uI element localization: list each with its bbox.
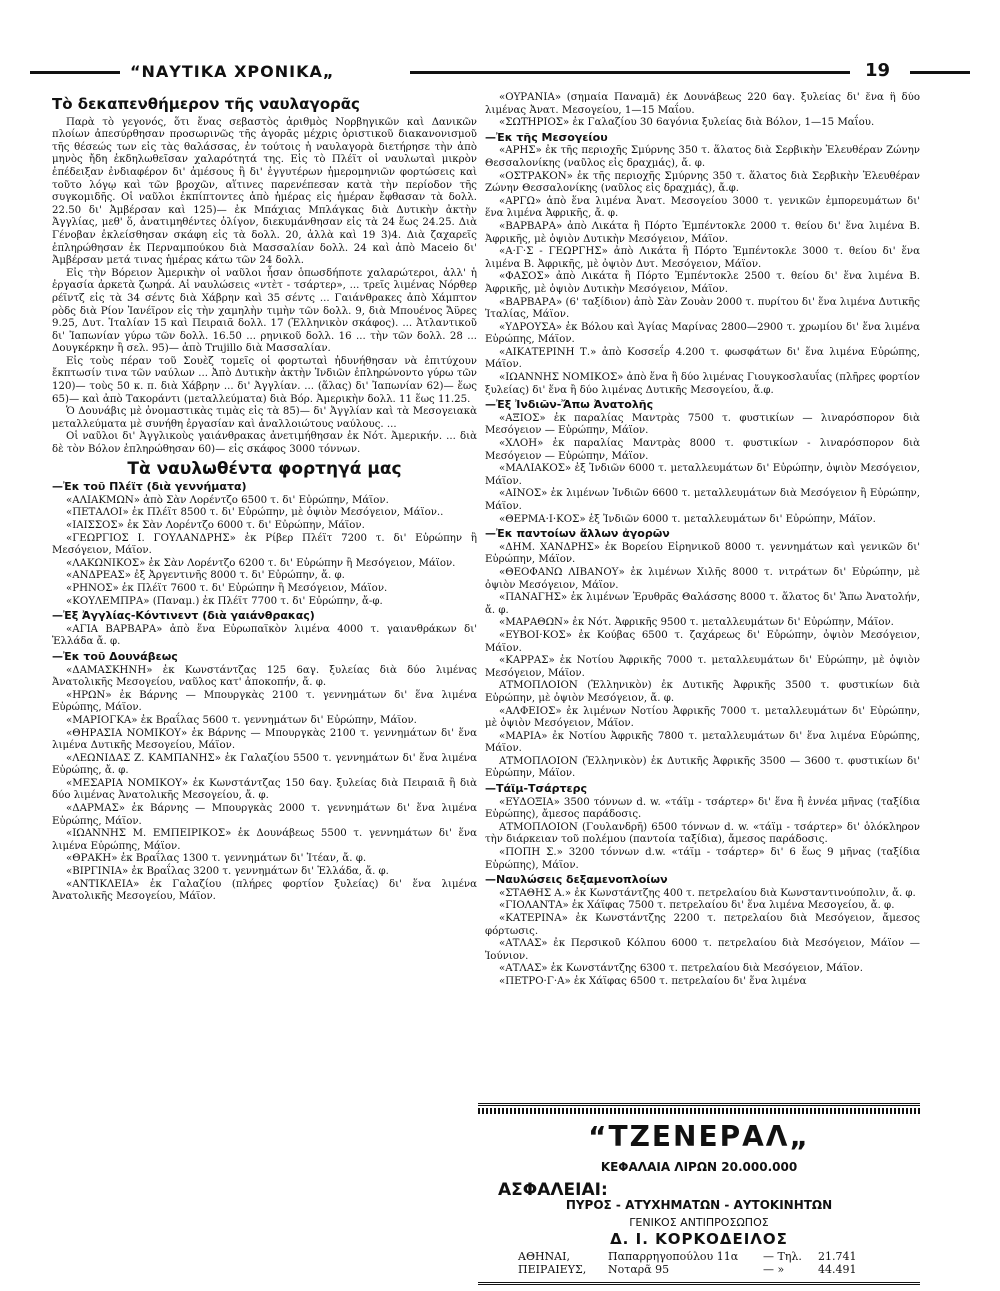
ad-city: ΠΕΙΡΑΙΕΥΣ,: [518, 1263, 587, 1276]
market-paragraph: Εἰς τὴν Βόρειον Ἀμερικὴν οἱ ναῦλοι ἦσαν ὁπωσδήποτε χαλαρώτεροι, ἀλλ' ἡ ἐργασία ἀρκετὰ ζωηρά. Αἱ ναυλώσεις «ντὲτ - τσάρτερ», ... τρεῖς λιμένας Νόρθερ ρέϊντζ εἰς τὰ 34 σέντς διὰ Χάβρην καὶ 35 σέντς ... Γαιάνθρακες ἀπὸ Χάμπτον ρὸδς διὰ Ρίον Ἰανέϊρον εἰς τὴν χαμηλὴν τιμὴν τῶν δολλ. 9, διὰ Μπουένος Ἄϋρες 9.25, Δυτ. Ἰταλίαν 15 καὶ Πειραιᾶ δολλ. 17 (Ἑλληνικὸν σκάφος). ... Ἀτλαντικοῦ δι' Ἰαπωνίαν γύρω τῶν δολλ. 16.50 ... ρηνικοῦ δολλ. 16 ... τὴν τῶν δολλ. 28 ... Δουγκέρκην ἢ σελ. 95)— ἀπὸ Trujillo διὰ Μασσαλίαν.: [52, 267, 477, 355]
charter-entry: «ΑΙΝΟΣ» ἐκ λιμένων Ἰνδιῶν 6600 τ. μεταλλευμάτων διὰ Μεσόγειον ἢ Εὐρώπην, Μάϊον.: [485, 488, 920, 512]
charter-entry: «ΡΗΝΟΣ» ἐκ Πλέϊτ 7600 τ. δι' Εὐρώπην ἢ Μεσόγειον, Μάϊον.: [66, 582, 388, 594]
charter-entry: «ΜΑΛΙΑΚΟΣ» ἐξ Ἰνδιῶν 6000 τ. μεταλλευμάτων δι' Εὐρώπην, ὀψιὸν Μεσόγειον, Μάϊον.: [485, 463, 920, 487]
charter-entry: «ΚΟΥΛΕΜΠΡΑ» (Παναμ.) ἐκ Πλέϊτ 7700 τ. δι' Εὐρώπην, ἄ-φ.: [66, 595, 383, 607]
charter-entry: «ΜΑΡΙΑ» ἐκ Νοτίου Ἀφρικῆς 7800 τ. μεταλλευμάτων δι' ἕνα λιμένα Εὐρώπης, Μάϊον.: [485, 730, 920, 755]
header-rule-end: [910, 71, 970, 74]
ad-capital: ΚΕΦΑΛΑΙΑ ΛΙΡΩΝ 20.000.000: [600, 1160, 798, 1174]
charter-entry: «ΔΑΡΜΑΣ» ἐκ Βάρνης — Μπουργκὰς 2000 τ. γεννημάτων δι' ἕνα λιμένα Εὐρώπης, Μάϊον.: [52, 803, 477, 827]
charter-entry: «Α·Γ·Σ - ΓΕΩΡΓΗΣ» ἀπὸ Λικάτα ἢ Πόρτο Ἐμπέντοκλε 3000 τ. θείου δι' ἕνα λιμένα Β. Ἀφρικῆς, μὲ ὀψιὸν Δυτ. Μεσόγειον, Μάϊον.: [485, 246, 920, 270]
left-column: [52, 92, 477, 1282]
charter-entry: «ΑΝΔΡΕΑΣ» ἐξ Ἀργεντινῆς 8000 τ. δι' Εὐρώπην, ἄ. φ.: [66, 570, 345, 582]
market-paragraph: Εἰς τοὺς πέραν τοῦ Σουὲζ τομεῖς οἱ φορτωταὶ ἠδυνήθησαν νὰ ἐπιτύχουν ἔκπτωσίν τινα τῶν ναύλων ... Ἀπὸ Δυτικὴν ἀκτὴν Ἰνδιῶν ἐπληρώνοντο γύρω τῶν 120)— τοὺς 50 κ. π. διὰ Χάβρην ... δι' Ἀγγλίαν. ... (ἅλας) δι' Ἰαπωνίαν 62)— ἕως 65)— καὶ ἀπὸ Τακοράντι (μεταλλεύματα) διὰ Βόρ. Ἀμερικὴν δολλ. 11 ἕως 11.25.: [52, 355, 477, 405]
charter-entry: «ΚΑΡΡΑΣ» ἐκ Νοτίου Ἀφρικῆς 7000 τ. μεταλλευμάτων δι' Εὐρώπην, μὲ ὀψιὸν Μεσόγειον, Μάϊον.: [485, 655, 920, 679]
charter-entry: «ΙΑΙΣΣΟΣ» ἐκ Σὰν Λορέντζο 6000 τ. δι' Εὐρώπην, Μάϊον.: [66, 520, 365, 531]
group-heading: —Ἐκ τῆς Μεσογείου: [485, 130, 608, 144]
charter-entry: «ΣΤΑΘΗΣ Α.» ἐκ Κωνστάντζης 400 τ. πετρελαίου διὰ Κωνσταντινούπολιν, ἄ. φ.: [499, 887, 916, 899]
charter-entry: «ΔΑΜΑΣΚΗΝΗ» ἐκ Κωνστάντζας 125 6αγ. ξυλείας διὰ δύο λιμένας Ἀνατολικῆς Μεσογείου, ναῦλος κατ' ἀποκοπήν, ἄ. φ.: [52, 664, 477, 689]
ad-agent-label: ΓΕΝΙΚΟΣ ΑΝΤΙΠΡΟΣΩΠΟΣ: [629, 1216, 769, 1229]
group-heading: —Ἐκ τοῦ Πλέϊτ (διὰ γεννήματα): [52, 480, 247, 494]
charter-entry: «ΑΤΛΑΣ» ἐκ Κωνστάντζης 6300 τ. πετρελαίου διὰ Μεσόγειον, Μάϊον.: [499, 963, 863, 975]
charter-entry: «ΠΕΤΡΟ·Γ·Α» ἐκ Χάϊφας 6500 τ. πετρελαίου δι' ἕνα λιμένα: [499, 975, 807, 987]
header-rule-right: [410, 71, 850, 74]
charter-entry: «ΠΕΤΑΛΟΙ» ἐκ Πλέϊτ 8500 τ. δι' Εὐρώπην, μὲ ὀψιὸν Μεσόγειον, Μάϊον..: [66, 507, 444, 519]
market-paragraph: Οἱ ναῦλοι δι' Ἀγγλικοὺς γαιάνθρακας ἀνετιμήθησαν ἐκ Νότ. Ἀμερικήν. ... διὰ δὲ τὸν Βόλον ἐπληρώθησαν 60)— εἰς σκάφος 3000 τόννων.: [52, 431, 477, 456]
charter-entry: «ΕΥΒΟΙ·ΚΟΣ» ἐκ Κούβας 6500 τ. ζαχάρεως δι' Εὐρώπην, ὀψιὸν Μεσόγειον, Μάϊον.: [485, 629, 920, 654]
ad-city: ΑΘΗΝΑΙ,: [518, 1250, 570, 1263]
charter-entry: «ΗΡΩΝ» ἐκ Βάρνης — Μπουργκὰς 2100 τ. γεννημάτων δι' ἕνα λιμένα Εὐρώπης, Μάϊον.: [52, 689, 477, 714]
group-heading: —Ἐκ τοῦ Δουνάβεως: [52, 649, 178, 663]
group-heading: —Ἐκ παντοίων ἄλλων ἀγορῶν: [485, 527, 670, 541]
ad-insurance-kinds: ΠΥΡΟΣ - ΑΤΥΧΗΜΑΤΩΝ - ΑΥΤΟΚΙΝΗΤΩΝ: [565, 1198, 833, 1212]
ad-address: Παπαρρηγοπούλου 11α: [608, 1250, 739, 1263]
charter-entry: «ΓΙΟΛΑΝΤΑ» ἐκ Χάϊφας 7500 τ. πετρελαίου δι' ἕνα λιμένα Μεσογείου, ἄ. φ.: [499, 900, 895, 912]
charter-entry: «ΧΛΟΗ» ἐκ παραλίας Μαντρὰς 8000 τ. φυστικίων - λιναρόσπορον διὰ Μεσόγειον — Εὐρώπην, Μάϊον.: [485, 438, 920, 462]
charter-entry: «ΥΔΡΟΥΣΑ» ἐκ Βόλου καὶ Ἁγίας Μαρίνας 2800—2900 τ. χρωμίου δι' ἕνα λιμένα Εὐρώπης, Μάϊον.: [485, 321, 920, 346]
page-number: 19: [865, 60, 891, 81]
freight-market-heading: Τὸ δεκαπενθήμερον τῆς ναυλαγορᾶς: [52, 95, 360, 113]
group-heading: —Τάϊμ-Τσάρτερς: [485, 782, 588, 796]
insurance-advertisement: [478, 1103, 920, 1285]
ad-stripe-top: [478, 1108, 920, 1114]
charter-entry: «ΟΥΡΑΝΙΑ» (σημαία Παναμᾶ) ἐκ Δουνάβεως 220 6αγ. ξυλείας δι' ἕνα ἢ δύο λιμένας Ἀνατ. Μεσογείου, 1—15 Μαΐου.: [485, 92, 920, 116]
charter-entry: «ΠΑΝΑΓΗΣ» ἐκ λιμένων Ἐρυθρᾶς Θαλάσσης 8000 τ. ἅλατος δι' Ἄπω Ἀνατολήν, ἄ. φ.: [485, 592, 920, 616]
group-heading: —Ἐξ Ἀγγλίας-Κόντινεντ (διὰ γαιάνθρακας): [52, 609, 315, 623]
charter-entry: «ΘΕΟΦΑΝΩ ΛΙΒΑΝΟΥ» ἐκ λιμένων Χιλῆς 8000 τ. νιτράτων δι' Εὐρώπην, μὲ ὀψιὸν Μεσόγειον, Μάϊον.: [485, 566, 920, 591]
charter-entry: «ΜΑΡΙΟΓΚΑ» ἐκ Βραΐλας 5600 τ. γεννημάτων δι' Εὐρώπην, Μάϊον.: [66, 714, 417, 726]
page-header: [30, 62, 970, 84]
ad-tel-label: — »: [763, 1263, 785, 1276]
header-rule-left: [30, 71, 120, 74]
charter-entry: «ΑΤΛΑΣ» ἐκ Περσικοῦ Κόλπου 6000 τ. πετρελαίου διὰ Μεσόγειον, Μάϊον — Ἰούνιον.: [485, 938, 920, 962]
ad-agent-name: Δ. Ι. ΚΟΡΚΟΔΕΙΛΟΣ: [610, 1230, 788, 1248]
ad-insurance-label: ΑΣΦΑΛΕΙΑΙ:: [498, 1180, 608, 1200]
charter-entry: «ΜΕΣΑΡΙΑ ΝΟΜΙΚΟΥ» ἐκ Κωνστάντζας 150 6αγ. ξυλείας διὰ Πειραιᾶ ἢ διὰ δύο λιμένας Ἀνατολικῆς Μεσογείου, ἄ. φ.: [52, 777, 477, 802]
market-paragraph: Ὁ Δουνάβις μὲ ὀνομαστικὰς τιμὰς εἰς τὰ 85)— δι' Ἀγγλίαν καὶ τὰ Μεσογειακὰ μεταλλεύματα μὲ συνήθη ἐργασίαν καὶ ἀναλλοιώτους ναύλους. ...: [52, 406, 477, 430]
ad-tel-label: — Τηλ.: [763, 1250, 802, 1263]
charter-entry: «ΓΕΩΡΓΙΟΣ Ι. ΓΟΥΛΑΝΔΡΗΣ» ἐκ Ρίβερ Πλέϊτ 7200 τ. δι' Εὐρώπην ἢ Μεσόγειον, Μάϊον.: [52, 532, 477, 557]
charter-entry: «ΕΥΔΟΞΙΑ» 3500 τόννων d. w. «τάϊμ - τσάρτερ» δι' ἕνα ἢ ἐννέα μῆνας (ταξίδια Εὐρώπης), ἄμεσος παράδοσις.: [485, 796, 920, 821]
charter-entry: ΑΤΜΟΠΛΟΙΟΝ (Ἑλληνικὸν) ἐκ Δυτικῆς Ἀφρικῆς 3500 τ. φυστικίων διὰ Εὐρώπην, μὲ ὀψιὸν Μεσόγειον, ἄ. φ.: [485, 680, 920, 704]
charter-entry: «ΑΞΙΟΣ» ἐκ παραλίας Μαντρὰς 7500 τ. φυστικίων — λιναρόσπορον διὰ Μεσόγειον — Εὐρώπην, Μάϊον.: [485, 412, 920, 437]
charter-entry: «ΒΑΡΒΑΡΑ» (6' ταξίδιον) ἀπὸ Σὰν Ζουὰν 2000 τ. πυρίτου δι' ἕνα λιμένα Δυτικῆς Ἰταλίας, Μάϊον.: [485, 296, 920, 321]
magazine-title: “ΝΑΥΤΙΚΑ ΧΡΟΝΙΚΑ„: [130, 62, 335, 81]
chartered-ships-heading: Τὰ ναυλωθέντα φορτηγά μας: [127, 458, 402, 479]
charter-entry: «ΘΗΡΑΣΙΑ ΝΟΜΙΚΟΥ» ἐκ Βάρνης — Μπουργκὰς 2100 τ. γεννημάτων δι' ἕνα λιμένα Δυτικῆς Μεσογείου, Μάϊον.: [52, 727, 477, 752]
charter-entry: «ΑΓΙΑ ΒΑΡΒΑΡΑ» ἀπὸ ἕνα Εὐρωπαϊκὸν λιμένα 4000 τ. γαιανθράκων δι' Ἑλλάδα ἄ. φ.: [52, 623, 477, 648]
right-column: [485, 92, 920, 1097]
ad-address: Νοταρᾶ 95: [608, 1263, 670, 1276]
charter-entry: «ΟΣΤΡΑΚΟΝ» ἐκ τῆς περιοχῆς Σμύρνης 350 τ. ἅλατος διὰ Σερβικὴν Ἐλευθέραν Ζώνην Θεσσαλονίκης (ναῦλος εἰς δραχμάς), ἄ.φ.: [485, 170, 920, 195]
charter-entry: «ΑΙΚΑΤΕΡΙΝΗ Τ.» ἀπὸ Κοσσεΐρ 4.200 τ. φωσφάτων δι' ἕνα λιμένα Εὐρώπης, Μάϊον.: [485, 346, 920, 371]
charter-entry: «ΚΑΤΕΡΙΝΑ» ἐκ Κωνστάντζης 2200 τ. πετρελαίου διὰ Μεσόγειον, ἄμεσος φόρτωσις.: [485, 913, 920, 937]
group-heading: —Ναυλώσεις δεξαμενοπλοίων: [485, 873, 668, 887]
charter-entry: «ΑΡΗΣ» ἐκ τῆς περιοχῆς Σμύρνης 350 τ. ἅλατος διὰ Σερβικὴν Ἐλευθέραν Ζώνην Θεσσαλονίκης (ναῦλος εἰς δραχμάς), ἄ. φ.: [485, 145, 920, 169]
charter-entry: «ΑΛΦΕΙΟΣ» ἐκ λιμένων Νοτίου Ἀφρικῆς 7000 τ. μεταλλευμάτων δι' Εὐρώπην, μὲ ὀψιὸν Μεσόγειον, Μάϊον.: [485, 705, 920, 730]
charter-entry: «ΘΕΡΜΑ·Ι·ΚΟΣ» ἐξ Ἰνδιῶν 6000 τ. μεταλλευμάτων δι' Εὐρώπην, Μάϊον.: [499, 513, 876, 525]
ad-tel: 44.491: [818, 1263, 857, 1276]
charter-entry: «ΑΡΓΩ» ἀπὸ ἕνα λιμένα Ἀνατ. Μεσογείου 3000 τ. γενικῶν ἐμπορευμάτων δι' ἕνα λιμένα Ἀφρικῆς, ἄ. φ.: [485, 195, 920, 220]
ad-company-name: “ΤΖΕΝΕΡΑΛ„: [588, 1120, 810, 1153]
charter-entry: «ΔΗΜ. ΧΑΝΔΡΗΣ» ἐκ Βορείου Εἰρηνικοῦ 8000 τ. γεννημάτων καὶ γενικῶν δι' Εὐρώπην, Μάϊον.: [485, 541, 920, 566]
charter-entry: «ΑΝΤΙΚΛΕΙΑ» ἐκ Γαλαζίου (πλήρες φορτίον ξυλείας) δι' ἕνα λιμένα Ἀνατολικῆς Μεσογείου, Μάϊον.: [52, 878, 477, 903]
group-heading: —Ἐξ Ἰνδιῶν-Ἄπω Ἀνατολῆς: [485, 398, 654, 412]
charter-entry: «ΑΛΙΑΚΜΩΝ» ἀπὸ Σὰν Λορέντζο 6500 τ. δι' Εὐρώπην, Μάϊον.: [66, 494, 389, 506]
charter-entry: ΑΤΜΟΠΛΟΙΟΝ (Ἑλληνικὸν) ἐκ Δυτικῆς Ἀφρικῆς 3500 — 3600 τ. φυστικίων δι' Εὐρώπην, Μάϊον.: [485, 755, 920, 780]
market-paragraph: Παρὰ τὸ γεγονός, ὅτι ἕνας σεβαστὸς ἀριθμὸς Νορβηγικῶν καὶ Δανικῶν πλοίων ἀπεσύρθησαν προσωρινῶς τῆς ἀγορᾶς μέχρις ὁριστικοῦ διακανονισμοῦ τῆς θέσεώς των εἰς τὰς θαλάσσας, ἐν τούτοις ἡ ναυλαγορὰ διετήρησε τὴν ἀπὸ μηνὸς ἤδη ἐκδηλωθεῖσαν χαλαρότητά της. Εἰς τὸ Πλέϊτ οἱ ναυλωταὶ μικρὸν ἐπέδειξαν ἐνδιαφέρον δι' ἀμέσους ἢ δι' ἐγγυτέρων ἡμερομηνιῶν φορτώσεις καὶ τοῦτο λόγῳ καὶ τῶν βροχῶν, αἵτινες παρενέπεσαν κατὰ τὴν περίοδον τῆς συγκομιδῆς. Οἱ ναῦλοι ἐκπίπτοντες ἀπὸ ἡμέρας εἰς ἡμέραν ἔφθασαν τὰ δολλ. 22.50 δι' Ἀμβέρσαν καὶ 125)— ἐκ Μπάχιας Μπλάγκας διὰ Δυτικὴν ἀκτὴν Ἀγγλίας, μεθ' ὅ, ἀνατιμηθέντες ὀλίγον, διεκυμάνθησαν εἰς τὰ 24 ἕως 24.25. Διὰ Γένοβαν ἐκλείσθησαν σκάφη εἰς τὰ δολλ. 20, ἀλλὰ καὶ 19 3)4. Διὰ ζαχαρεῖς ἐπληρώθησαν ἐκ Περναμπούκου διὰ Μασσαλίαν δολλ. 24 καὶ ἀπὸ Maceio δι' Ἀμβέρσαν μετά τινας ἡμέρας κάτω τῶν 24 δολλ.: [52, 116, 477, 267]
charter-entry: «ΦΑΣΟΣ» ἀπὸ Λικάτα ἢ Πόρτο Ἐμπέντοκλε 2500 τ. θείου δι' ἕνα λιμένα Β. Ἀφρικῆς, μὲ ὀψιὸν Δυτικὴν Μεσόγειον, Μάϊον.: [485, 271, 920, 295]
charter-entry: «ΒΙΡΓΙΝΙΑ» ἐκ Βραΐλας 3200 τ. γεννημάτων δι' Ἑλλάδα, ἄ. φ.: [66, 866, 389, 878]
charter-entry: «ΒΑΡΒΑΡΑ» ἀπὸ Λικάτα ἢ Πόρτο Ἐμπέντοκλε 2000 τ. θείου δι' ἕνα λιμένα Β. Ἀφρικῆς, μὲ ὀψιὸν Δυτικὴν Μεσόγειον, Μάϊον.: [485, 220, 920, 245]
charter-entry: «ΠΟΠΗ Σ.» 3200 τόννων d.w. «τάϊμ - τσάρτερ» δι' 6 ἕως 9 μῆνας (ταξίδια Εὐρώπης), Μάϊον.: [485, 847, 920, 871]
charter-entry: «ΜΑΡΑΘΩΝ» ἐκ Νότ. Ἀφρικῆς 9500 τ. μεταλλευμάτων δι' Εὐρώπην, Μάϊον.: [499, 617, 894, 629]
charter-entry: «ΘΡΑΚΗ» ἐκ Βραΐλας 1300 τ. γεννημάτων δι' Ἰτέαν, ἄ. φ.: [66, 853, 367, 865]
charter-entry: «ΛΑΚΩΝΙΚΟΣ» ἐκ Σὰν Λορέντζο 6200 τ. δι' Εὐρώπην ἢ Μεσόγειον, Μάϊον.: [66, 557, 456, 569]
charter-entry: «ΛΕΩΝΙΔΑΣ Ζ. ΚΑΜΠΑΝΗΣ» ἐκ Γαλαζίου 5500 τ. γεννημάτων δι' ἕνα λιμένα Εὐρώπης, ἄ. φ.: [52, 752, 477, 777]
charter-entry: «ΙΩΑΝΝΗΣ ΝΟΜΙΚΟΣ» ἀπὸ ἕνα ἢ δύο λιμένας Γιουγκοσλαυΐας (πλῆρες φορτίον ξυλείας) δι' ἕνα ἢ δύο λιμένας Δυτικῆς Μεσογείου, ἄ.φ.: [485, 372, 920, 396]
ad-tel: 21.741: [818, 1250, 857, 1263]
charter-entry: ΑΤΜΟΠΛΟΙΟΝ (Γουλανδρῆ) 6500 τόννων d. w. «τάϊμ - τσάρτερ» δι' ὁλόκληρον τὴν διάρκειαν τοῦ πολέμου (παντοία ταξίδια), ἄμεσος παράδοσις.: [485, 821, 920, 846]
charter-entry: «ΙΩΑΝΝΗΣ Μ. ΕΜΠΕΙΡΙΚΟΣ» ἐκ Δουνάβεως 5500 τ. γεννημάτων δι' ἕνα λιμένα Εὐρώπης, Μάϊον.: [52, 828, 477, 852]
charter-entry: «ΣΩΤΗΡΙΟΣ» ἐκ Γαλαζίου 30 6αγόνια ξυλείας διὰ Βόλον, 1—15 Μαΐου.: [499, 117, 875, 129]
